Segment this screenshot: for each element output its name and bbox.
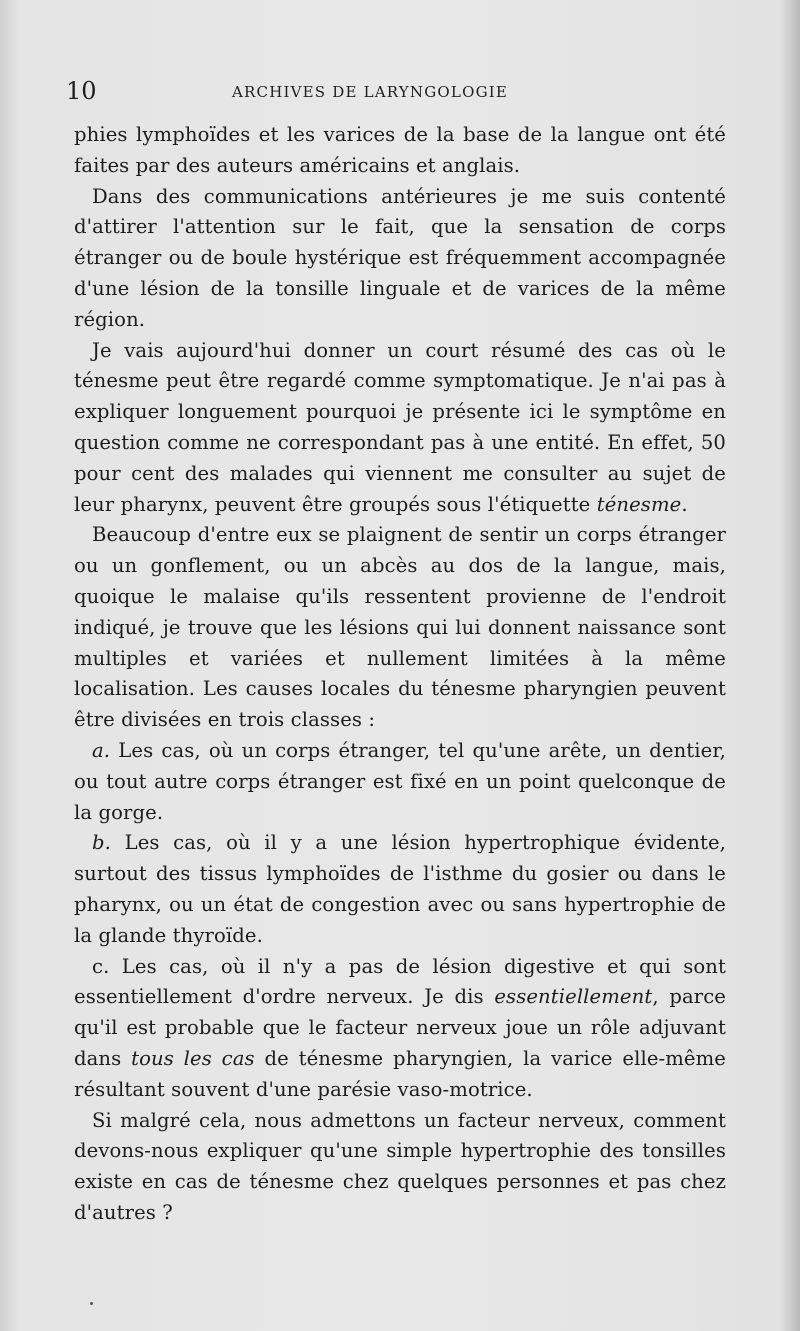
list-marker-a: a. xyxy=(92,738,111,762)
paragraph-final: Si malgré cela, nous admettons un facteur nerveux, comment devons-nous expliquer qu'une simple hypertrophie des tonsilles existe en cas de ténesme chez quelques personnes et pas chez d'autres ? xyxy=(74,1108,726,1224)
emphasis-essentiellement: essentiellement xyxy=(494,985,653,1009)
paragraph-3: Je vais aujourd'hui donner un court résumé des cas où le ténesme peut être regardé comme symptomatique. Je n'ai pas à expliquer longuement pourquoi je présente ici le symptôme en question comme ne correspondant pas à une entité. En effet, 50 pour cent des malades qui viennent me consulter au sujet de leur pharynx, peuvent être groupés sous l'étiquette ténesme. xyxy=(74,338,726,516)
body-text xyxy=(74,120,726,1229)
list-marker-b: b. xyxy=(92,831,111,855)
running-title: ARCHIVES DE LARYNGOLOGIE xyxy=(232,83,509,101)
ink-speck xyxy=(90,1302,93,1305)
paragraph-1: phies lymphoïdes et les varices de la base de la langue ont été faites par des auteurs américains et anglais. xyxy=(74,123,726,177)
emphasis-tenesme: ténesme xyxy=(596,492,682,516)
page-number: 10 xyxy=(66,77,97,105)
page-header xyxy=(66,76,726,106)
list-item-c: c. Les cas, où il n'y a pas de lésion digestive et qui sont essentiellement d'ordre nerveux. Je dis essentiellement, parce qu'il est probable que le facteur nerveux joue un rôle adjuvant dans tous les cas de ténesme pharyngien, la varice elle-même résultant souvent d'une parésie vaso-motrice. xyxy=(74,954,726,1101)
list-item-b: b. Les cas, où il y a une lésion hypertrophique évidente, surtout des tissus lymphoïdes de l'isthme du gosier ou dans le pharynx, ou un état de congestion avec ou sans hypertrophie de la glande thyroïde. xyxy=(74,831,726,947)
paragraph-2: Dans des communications antérieures je me suis contenté d'attirer l'attention sur le fait, que la sensation de corps étranger ou de boule hystérique est fréquemment accompagnée d'une lésion de la tonsille linguale et de varices de la même région. xyxy=(74,184,726,331)
emphasis-tous-les-cas: tous les cas xyxy=(131,1046,255,1070)
list-item-a: a. Les cas, où un corps étranger, tel qu'une arête, un dentier, ou tout autre corps étranger est fixé en un point quelconque de la gorge. xyxy=(74,738,726,824)
paragraph-4: Beaucoup d'entre eux se plaignent de sentir un corps étranger ou un gonflement, ou un abcès au dos de la langue, mais, quoique le malaise qu'ils ressentent provienne de l'endroit indiqué, je trouve que les lésions qui lui donnent naissance sont multiples et variées et nullement limitées à la même localisation. Les causes locales du ténesme pharyngien peuvent être divisées en trois classes : xyxy=(74,523,726,732)
list-marker-c: c. xyxy=(92,954,110,978)
